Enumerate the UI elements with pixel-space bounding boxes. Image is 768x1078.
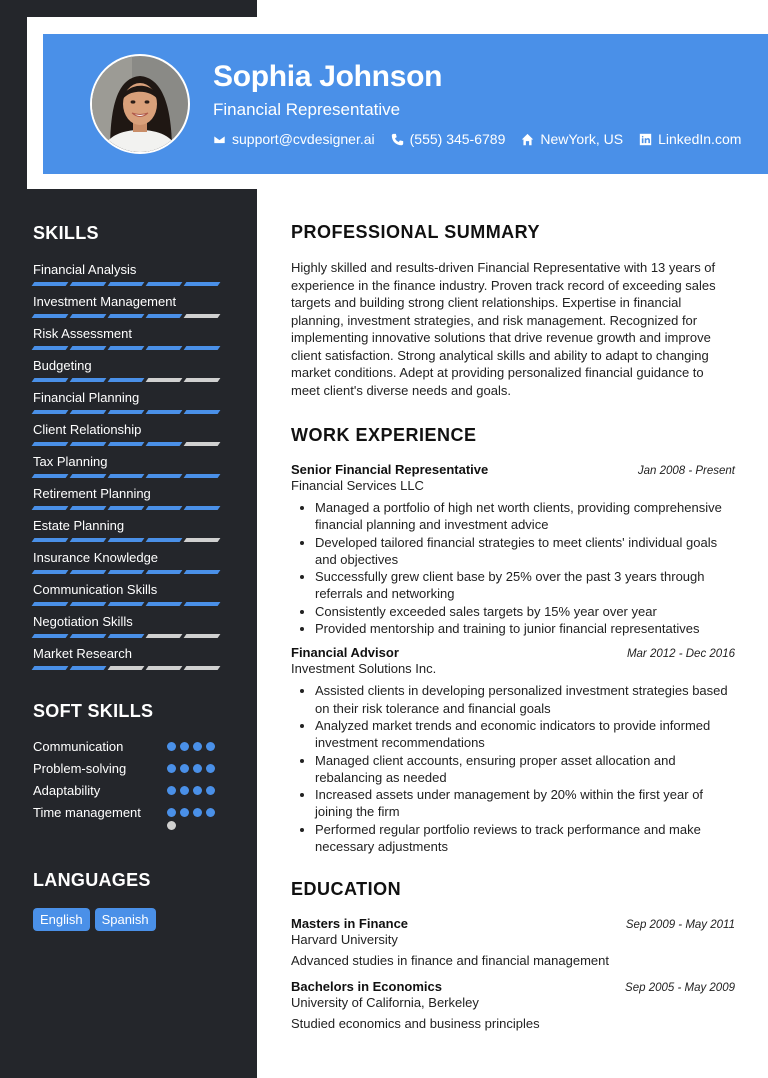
skill-level-segment [108,314,145,318]
job-entry [291,645,735,855]
skill-level-segment [184,314,221,318]
job-date: Jan 2008 - Present [637,465,735,477]
job-company: Investment Solutions Inc. [291,661,437,677]
skill-level-segment [184,378,221,382]
soft-skill-name: Adaptability [33,783,101,798]
skill-level-bar [33,410,223,414]
skill-level-segment [32,602,69,606]
education-entry [291,916,735,968]
summary-text: Highly skilled and results-driven Financial Representative with 13 years of experience in the finance industry. Proven track record of exceeding sales targets and building strong client relationships. Expertise in financial planning, investment strategies, and risk management. Recognized for implementing innovative solutions that drive revenue growth and improve client satisfaction. Strong analytical skills and ability to adapt to changing market conditions. Adept at providing personalized financial guidance to meet client's diverse needs and goals. [291,260,716,398]
home-icon [521,133,534,146]
skill-item [33,486,223,518]
job-point: • Consistently exceeded sales targets by 15% year over year [315,603,735,620]
skill-level-segment [70,410,107,414]
skill-level-segment [32,570,69,574]
skill-level-segment [146,538,183,542]
rating-dot [167,786,176,795]
rating-dot [167,821,176,830]
job-points [291,499,735,637]
skill-level-segment [184,506,221,510]
job-header [291,645,735,660]
email-text: support@cvdesigner.ai [232,131,375,147]
skill-level-segment [108,346,145,350]
skill-level-segment [184,570,221,574]
job-points [291,682,735,855]
skill-level-bar [33,666,223,670]
skill-level-segment [108,602,145,606]
languages-list [33,908,156,931]
skill-level-bar [33,506,223,510]
summary-heading: PROFESSIONAL SUMMARY [291,222,541,242]
contact-location[interactable] [521,131,623,147]
education-degree: Bachelors in Economics [291,979,442,995]
skill-item [33,390,223,422]
rating-dot [180,764,189,773]
education-date: Sep 2005 - May 2009 [625,982,735,995]
education-school: Harvard University [291,932,398,948]
skill-level-segment [70,442,107,446]
rating-dot [167,808,176,817]
job-entry [291,462,735,637]
education-header [291,916,735,931]
skill-level-bar [33,570,223,574]
skill-level-segment [70,282,107,286]
skill-name: Estate Planning [33,518,125,533]
skill-level-segment [184,602,221,606]
rating-dot [167,764,176,773]
skill-item [33,262,223,294]
soft-skill-rating [167,804,223,830]
skill-item [33,422,223,454]
soft-skill-name: Problem-solving [33,761,127,776]
header [27,17,768,189]
skills-heading: SKILLS [33,223,99,243]
education-school: University of California, Berkeley [291,995,479,1011]
skill-level-segment [146,570,183,574]
skill-item [33,582,223,614]
skill-level-segment [108,570,145,574]
job-point: • Developed tailored financial strategies to meet clients' individual goals and objectives [315,534,735,569]
skill-level-segment [108,538,145,542]
skill-item [33,294,223,326]
skill-level-segment [32,442,69,446]
contact-linkedin[interactable] [639,131,741,147]
skill-item [33,358,223,390]
skill-level-segment [70,506,107,510]
skill-level-segment [184,474,221,478]
skill-level-segment [70,314,107,318]
job-point: • Successfully grew client base by 25% over the past 3 years through referrals and networking [315,568,735,603]
skill-level-segment [70,538,107,542]
skill-level-segment [184,634,221,638]
skill-level-segment [70,602,107,606]
skill-level-segment [108,282,145,286]
skill-level-segment [32,538,69,542]
skill-level-bar [33,346,223,350]
skill-level-segment [70,346,107,350]
rating-dot [193,786,202,795]
skill-item [33,518,223,550]
phone-icon [391,133,404,146]
skill-level-segment [32,282,69,286]
rating-dot [193,742,202,751]
job-point: • Provided mentorship and training to junior financial representatives [315,620,735,637]
education-header [291,979,735,994]
skill-name: Market Research [33,646,132,661]
phone-text: (555) 345-6789 [409,131,506,147]
skill-level-segment [146,666,183,670]
skill-level-segment [146,410,183,414]
envelope-icon [213,133,226,146]
skill-level-segment [70,634,107,638]
skill-level-segment [146,314,183,318]
education-description: Advanced studies in finance and financial management [291,953,609,969]
skill-level-bar [33,314,223,318]
skill-level-bar [33,378,223,382]
contact-list [213,131,741,147]
skill-level-segment [108,474,145,478]
job-point: • Analyzed market trends and economic indicators to provide informed investment recommendations [315,717,735,752]
skill-name: Budgeting [33,358,92,373]
skill-level-segment [184,666,221,670]
jobs-list [291,462,735,855]
job-company: Financial Services LLC [291,478,424,493]
skill-level-segment [70,378,107,382]
job-point: • Managed client accounts, ensuring proper asset allocation and rebalancing as needed [315,752,735,787]
skill-level-segment [146,346,183,350]
language-badge: Spanish [95,908,156,931]
soft-skills-list [33,738,223,830]
skill-level-segment [146,602,183,606]
experience-heading: WORK EXPERIENCE [291,425,477,445]
header-banner [43,34,768,174]
rating-dot [180,808,189,817]
skill-name: Risk Assessment [33,326,132,341]
rating-dot [193,808,202,817]
skill-level-segment [70,666,107,670]
skill-level-segment [184,442,221,446]
rating-dot [180,742,189,751]
rating-dot [206,764,215,773]
education-description: Studied economics and business principles [291,1016,540,1032]
skill-name: Negotiation Skills [33,614,133,629]
language-badge: English [33,908,90,931]
linkedin-text: LinkedIn.com [658,131,742,147]
job-point: • Managed a portfolio of high net worth clients, providing comprehensive financial planning and investment advice [315,499,735,534]
rating-dot [167,742,176,751]
job-point: • Increased assets under management by 20% within the first year of joining the firm [315,786,735,821]
skill-level-segment [32,410,69,414]
education-list [291,916,735,1031]
soft-skill-name: Time management [33,805,141,820]
skill-level-segment [108,666,145,670]
skill-name: Communication Skills [33,582,158,597]
rating-dot [206,742,215,751]
contact-email[interactable] [213,131,375,147]
skill-level-segment [32,314,69,318]
skill-level-segment [146,474,183,478]
skill-level-bar [33,474,223,478]
skill-item [33,646,223,678]
soft-skill-rating [167,760,223,778]
profile-photo [92,56,188,152]
rating-dot [180,786,189,795]
skill-item [33,550,223,582]
skills-list [33,262,223,678]
soft-skill-item [33,782,223,800]
linkedin-icon [639,133,652,146]
education-degree: Masters in Finance [291,916,409,932]
skill-level-segment [184,282,221,286]
skill-level-bar [33,602,223,606]
languages-heading: LANGUAGES [33,870,151,890]
skill-name: Retirement Planning [33,486,151,501]
skill-level-bar [33,282,223,286]
job-point: • Performed regular portfolio reviews to track performance and make necessary adjustments [315,821,735,856]
skill-level-segment [146,378,183,382]
skill-level-segment [32,378,69,382]
skill-level-segment [146,506,183,510]
main-content [291,222,735,1031]
skill-name: Financial Planning [33,390,140,405]
skill-level-segment [184,346,221,350]
skill-level-segment [146,634,183,638]
skill-level-segment [146,282,183,286]
location-text: NewYork, US [540,131,624,147]
avatar [90,54,190,154]
candidate-name: Sophia Johnson [213,60,443,93]
skill-item [33,326,223,358]
soft-skill-item [33,760,223,778]
skill-level-segment [108,442,145,446]
skill-name: Tax Planning [33,454,108,469]
soft-skills-heading: SOFT SKILLS [33,701,154,721]
soft-skill-item [33,804,223,830]
education-date: Sep 2009 - May 2011 [625,919,735,932]
skill-item [33,454,223,486]
skill-level-segment [184,410,221,414]
skill-level-bar [33,442,223,446]
skill-level-segment [32,634,69,638]
soft-skill-item [33,738,223,756]
skill-level-segment [32,346,69,350]
skill-level-segment [108,634,145,638]
skill-level-segment [108,410,145,414]
candidate-title: Financial Representative [213,100,401,119]
rating-dot [206,808,215,817]
skill-level-segment [70,570,107,574]
soft-skill-rating [167,782,223,800]
rating-dot [206,786,215,795]
rating-dot [193,764,202,773]
skill-level-segment [108,506,145,510]
skill-level-bar [33,634,223,638]
skill-name: Investment Management [33,294,177,309]
skill-name: Insurance Knowledge [33,550,159,565]
skill-level-segment [32,666,69,670]
job-date: Mar 2012 - Dec 2016 [626,648,735,661]
education-entry [291,979,735,1031]
skill-level-segment [32,506,69,510]
job-title: Financial Advisor [291,645,399,661]
skill-item [33,614,223,646]
job-header [291,462,735,477]
skill-level-segment [70,474,107,478]
skill-name: Client Relationship [33,422,142,437]
job-title: Senior Financial Representative [291,462,489,477]
skill-level-bar [33,538,223,542]
skill-level-segment [108,378,145,382]
skill-name: Financial Analysis [33,262,137,277]
skill-level-segment [146,442,183,446]
education-heading: EDUCATION [291,879,402,900]
skill-level-segment [184,538,221,542]
job-point: • Assisted clients in developing personalized investment strategies based on their risk tolerance and financial goals [315,682,735,717]
soft-skill-name: Communication [33,739,124,754]
skill-level-segment [32,474,69,478]
soft-skill-rating [167,738,223,756]
contact-phone[interactable] [391,131,506,147]
